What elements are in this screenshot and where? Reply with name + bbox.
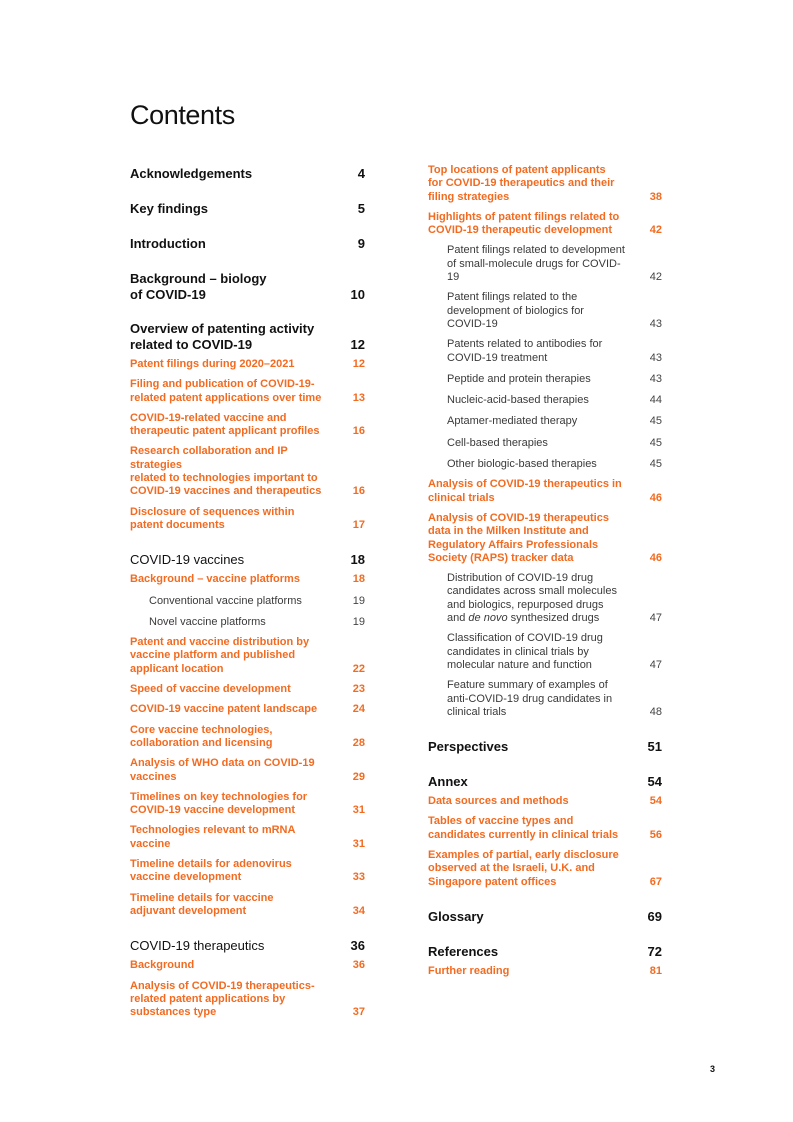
toc-entry-page: 31 — [352, 837, 365, 850]
toc-entry-page: 47 — [649, 658, 662, 671]
toc-entry-page: 81 — [649, 964, 662, 977]
toc-entry-level-2[interactable] — [428, 815, 662, 842]
toc-entry-title: Background – vaccine platforms — [130, 573, 300, 586]
toc-entry-level-1[interactable] — [428, 739, 662, 755]
toc-entry-title: Key findings — [130, 201, 209, 216]
toc-entry-level-2[interactable] — [130, 445, 365, 498]
toc-entry-level-1[interactable] — [428, 774, 662, 790]
toc-entry-title: Filing and publication of COVID-19- related patent applications over time — [130, 378, 322, 404]
toc-entry-title: Data sources and methods — [428, 795, 569, 808]
toc-entry-level-2[interactable] — [130, 573, 365, 586]
toc-entry-title: Other biologic-based therapies — [447, 458, 597, 471]
toc-entry-title: Nucleic-acid-based therapies — [447, 394, 589, 407]
toc-entry-page: 4 — [357, 166, 365, 181]
toc-column-right — [428, 162, 662, 978]
toc-entry-level-2[interactable] — [130, 378, 365, 405]
toc-entry-level-1[interactable] — [130, 201, 365, 217]
toc-column-left — [130, 162, 365, 1019]
toc-entry-level-3[interactable] — [447, 572, 662, 625]
toc-entry-title: Patent filings related to the development of biologics for COVID-19 — [447, 291, 584, 330]
toc-entry-page: 31 — [352, 804, 365, 817]
toc-entry-title: Aptamer-mediated therapy — [447, 415, 578, 428]
toc-entry-title: COVID-19-related vaccine and therapeutic patent applicant profiles — [130, 411, 320, 438]
toc-entry-title: Cell-based therapies — [447, 436, 548, 449]
toc-entry-title: Glossary — [428, 908, 484, 924]
toc-entry-page: 51 — [647, 739, 662, 755]
toc-entry-title: Patent filings related to development of small-molecule drugs for COVID-19 — [447, 244, 625, 284]
toc-entry-level-2[interactable] — [130, 703, 365, 716]
toc-entry-page: 37 — [352, 1006, 365, 1019]
toc-entry-level-2[interactable] — [130, 412, 365, 439]
toc-entry-page: 19 — [352, 594, 365, 607]
toc-entry-page: 47 — [649, 612, 662, 625]
toc-entry-page: 18 — [352, 573, 365, 586]
toc-entry-page: 46 — [649, 551, 662, 564]
toc-entry-title: Analysis of COVID-19 therapeutics- related patent applications by substances type — [130, 979, 315, 1019]
toc-entry-level-3[interactable] — [149, 616, 365, 629]
toc-entry-level-2[interactable] — [130, 724, 365, 751]
toc-entry-level-2[interactable] — [130, 959, 365, 972]
toc-entry-level-2[interactable] — [130, 824, 365, 851]
toc-entry-page: 45 — [649, 415, 662, 428]
toc-entry-title: Analysis of COVID-19 therapeutics in clinical trials — [428, 478, 622, 504]
toc-entry-title: Timeline details for vaccine adjuvant development — [130, 891, 274, 917]
toc-entry-level-1[interactable] — [130, 166, 365, 182]
toc-entry-page: 5 — [357, 201, 365, 216]
toc-entry-page: 46 — [649, 491, 662, 504]
toc-entry-level-2[interactable] — [130, 858, 365, 885]
toc-entry-level-3[interactable] — [447, 415, 662, 428]
toc-entry-title: Annex — [428, 774, 468, 790]
toc-entry-page: 29 — [352, 770, 365, 783]
toc-entry-level-2[interactable] — [428, 164, 662, 204]
toc-entry-level-2[interactable] — [428, 965, 662, 978]
toc-entry-level-2[interactable] — [130, 757, 365, 784]
toc-entry-level-3[interactable] — [447, 437, 662, 450]
toc-entry-title: Examples of partial, early disclosure observed at the Israeli, U.K. and Singapore patent offices — [428, 848, 619, 888]
toc-entry-level-2[interactable] — [130, 980, 365, 1020]
toc-entry-level-1[interactable] — [130, 321, 365, 353]
toc-entry-level-3[interactable] — [447, 291, 662, 331]
toc-entry-page: 16 — [352, 425, 365, 438]
toc-entry-level-2[interactable] — [130, 683, 365, 696]
toc-entry-title: Acknowledgements — [130, 166, 253, 181]
toc-entry-page: 12 — [350, 337, 365, 352]
toc-entry-title: COVID-19 vaccines — [130, 552, 245, 568]
page-title: Contents — [130, 100, 235, 130]
toc-entry-level-2[interactable] — [428, 795, 662, 808]
toc-entry-page: 33 — [352, 871, 365, 884]
toc-entry-level-2[interactable] — [130, 636, 365, 676]
toc-entry-title: Patent filings during 2020–2021 — [130, 358, 295, 370]
toc-entry-title: Feature summary of examples of anti-COVID-19 drug candidates in clinical trials — [447, 679, 613, 718]
page-number: 3 — [710, 1064, 716, 1074]
toc-entry-title: COVID-19 vaccine patent landscape — [130, 703, 318, 716]
toc-entry-page: 67 — [649, 875, 662, 888]
toc-entry-page: 48 — [649, 705, 662, 718]
toc-entry-page: 43 — [649, 317, 662, 330]
toc-entry-level-2[interactable] — [428, 849, 662, 889]
toc-entry-title: Peptide and protein therapies — [447, 372, 591, 385]
toc-entry-level-3[interactable] — [149, 595, 365, 608]
toc-entry-level-1[interactable] — [130, 552, 365, 568]
toc-entry-page: 42 — [649, 271, 662, 284]
toc-entry-title: Background — [130, 959, 195, 972]
toc-entry-level-1[interactable] — [130, 236, 365, 252]
toc-entry-level-3[interactable] — [447, 338, 662, 365]
toc-entry-page: 69 — [647, 908, 662, 924]
toc-entry-level-2[interactable] — [428, 512, 662, 565]
toc-entry-title: Speed of vaccine development — [130, 683, 291, 696]
toc-entry-level-3[interactable] — [447, 458, 662, 471]
toc-entry-title: Disclosure of sequences within patent documents — [130, 505, 295, 531]
toc-entry-title: Perspectives — [428, 739, 509, 755]
toc-entry-page: 17 — [352, 518, 365, 531]
toc-entry-level-3[interactable] — [447, 632, 662, 672]
toc-entry-title: Patents related to antibodies for COVID-19 treatment — [447, 338, 603, 364]
toc-entry-title: Core vaccine technologies, collaboration and licensing — [130, 723, 273, 749]
toc-entry-page: 54 — [647, 774, 662, 790]
toc-entry-page: 23 — [352, 683, 365, 696]
toc-entry-page: 38 — [649, 190, 662, 203]
toc-entry-title: Tables of vaccine types and candidates currently in clinical trials — [428, 815, 619, 841]
toc-entry-title: Analysis of COVID-19 therapeutics data in the Milken Institute and Regulatory Affairs Professionals Society (RAPS) tracker data — [428, 511, 609, 564]
toc-entry-page: 16 — [352, 485, 365, 498]
toc-entry-level-2[interactable] — [130, 892, 365, 919]
toc-entry-page: 9 — [357, 236, 365, 251]
toc-entry-page: 10 — [350, 287, 365, 302]
toc-entry-level-3[interactable] — [447, 679, 662, 719]
toc-entry-level-3[interactable] — [447, 373, 662, 386]
toc-entry-level-1[interactable] — [130, 938, 365, 954]
toc-entry-title: Patent and vaccine distribution by vaccine platform and published applicant location — [130, 636, 310, 675]
toc-entry-title: Classification of COVID-19 drug candidates in clinical trials by molecular nature and function — [447, 632, 603, 671]
toc-entry-level-2[interactable] — [428, 478, 662, 505]
toc-entry-page: 24 — [352, 703, 365, 716]
toc-entry-page: 36 — [350, 938, 365, 954]
toc-entry-title: Timelines on key technologies for COVID-19 vaccine development — [130, 790, 308, 817]
toc-entry-page: 13 — [352, 391, 365, 404]
toc-entry-title: Conventional vaccine platforms — [149, 594, 302, 607]
toc-entry-title: References — [428, 943, 499, 959]
toc-entry-page: 12 — [352, 358, 365, 370]
toc-entry-page: 28 — [352, 736, 365, 749]
toc-entry-page: 22 — [352, 662, 365, 675]
toc-entry-page: 34 — [352, 904, 365, 917]
toc-entry-page: 56 — [649, 828, 662, 841]
toc-entry-level-2[interactable] — [428, 211, 662, 238]
toc-entry-title: Analysis of WHO data on COVID-19 vaccines — [130, 757, 315, 783]
toc-entry-page: 72 — [647, 943, 662, 959]
toc-entry-title: Highlights of patent filings related to COVID-19 therapeutic development — [428, 210, 620, 237]
toc-entry-page: 44 — [649, 394, 662, 407]
toc-entry-title: Novel vaccine platforms — [149, 615, 266, 628]
toc-entry-page: 43 — [649, 372, 662, 385]
toc-entry-title: Introduction — [130, 236, 206, 251]
toc-entry-level-2[interactable] — [130, 791, 365, 818]
toc-entry-title: Further reading — [428, 964, 510, 977]
toc-entry-page: 36 — [352, 959, 365, 972]
toc-entry-page: 54 — [649, 795, 662, 808]
toc-entry-title: Technologies relevant to mRNA vaccine — [130, 824, 296, 850]
toc-entry-page: 43 — [649, 351, 662, 364]
toc-entry-level-2[interactable] — [130, 358, 365, 371]
toc-entry-level-3[interactable] — [447, 244, 662, 284]
toc-entry-title: COVID-19 therapeutics — [130, 938, 265, 954]
toc-entry-title: Timeline details for adenovirus vaccine development — [130, 858, 292, 884]
toc-entry-level-2[interactable] — [130, 506, 365, 533]
toc-entry-title: Top locations of patent applicants for COVID-19 therapeutics and their filing strategies — [428, 164, 615, 203]
toc-entry-page: 19 — [352, 615, 365, 628]
toc-entry-page: 42 — [649, 224, 662, 237]
toc-entry-title: Research collaboration and IP strategies related to technologies important to COVID-19 vaccines and therapeutics — [130, 445, 322, 498]
toc-entry-level-1[interactable] — [428, 909, 662, 925]
toc-entry-page: 45 — [649, 436, 662, 449]
toc-entry-level-1[interactable] — [428, 944, 662, 960]
toc-entry-level-1[interactable] — [130, 271, 365, 303]
toc-entry-title: Overview of patenting activity related to COVID-19 — [130, 321, 315, 352]
toc-entry-page: 18 — [350, 552, 365, 568]
toc-entry-level-3[interactable] — [447, 394, 662, 407]
toc-entry-title: Background – biology of COVID-19 — [130, 271, 267, 302]
toc-entry-page: 45 — [649, 458, 662, 471]
toc-entry-title: Distribution of COVID-19 drug candidates across small molecules and biologics, repurposed drugs and de novo synthesized drugs — [447, 572, 617, 625]
